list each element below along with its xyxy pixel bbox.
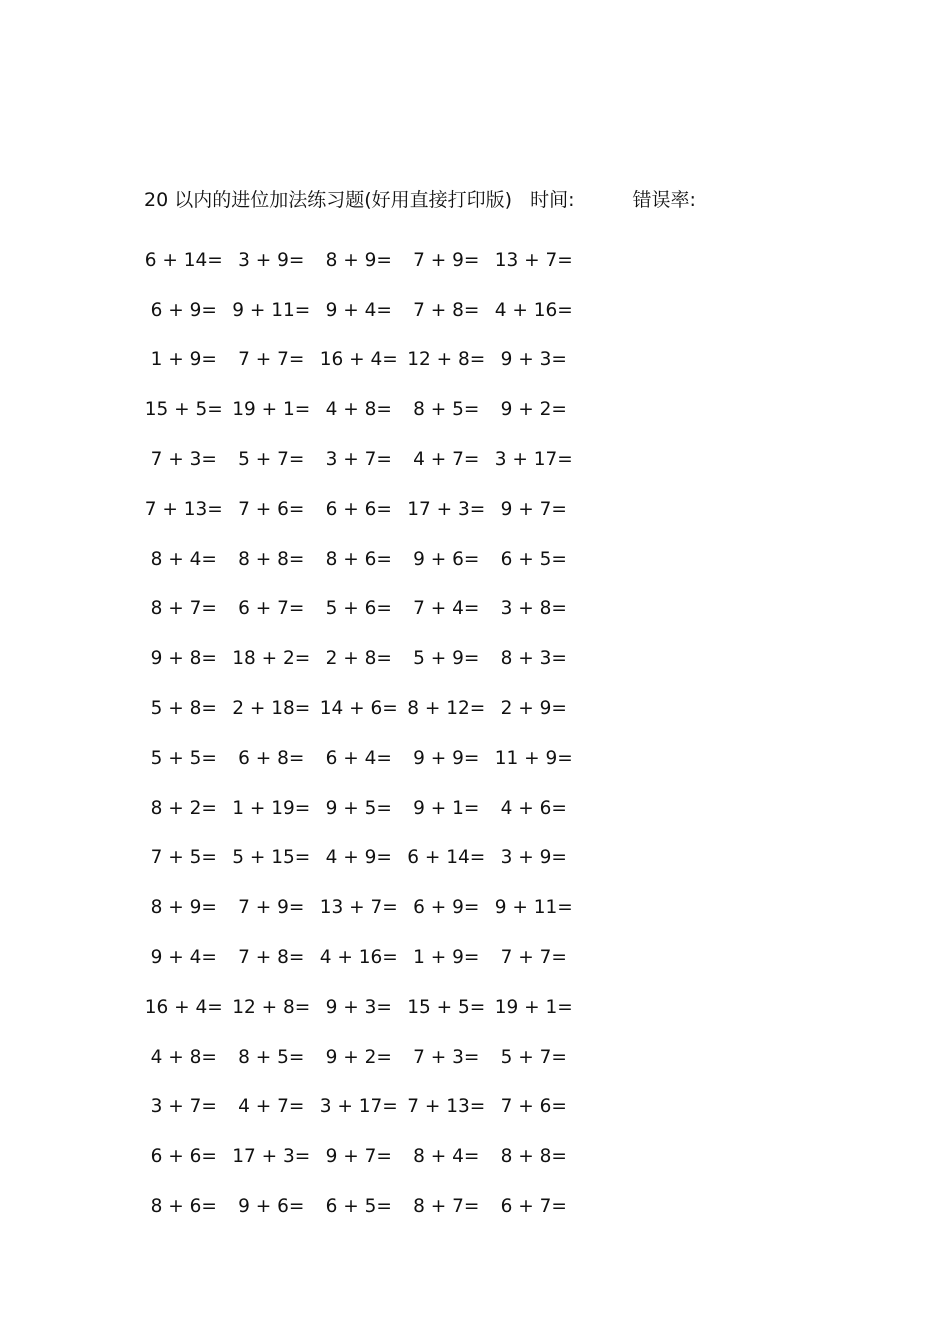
addition-problem: 2 + 9= xyxy=(500,698,567,720)
addition-problem: 8 + 6= xyxy=(150,1196,217,1218)
problem-row xyxy=(140,485,578,535)
addition-problem: 4 + 16= xyxy=(494,299,573,321)
addition-problem: 9 + 8= xyxy=(150,648,217,670)
problem-grid xyxy=(140,236,578,1232)
addition-problem: 6 + 6= xyxy=(325,498,392,520)
problem-row xyxy=(140,286,578,336)
addition-problem: 7 + 5= xyxy=(150,847,217,869)
problem-row xyxy=(140,336,578,386)
addition-problem: 15 + 5= xyxy=(407,996,486,1018)
addition-problem: 8 + 8= xyxy=(500,1146,567,1168)
addition-problem: 5 + 9= xyxy=(413,648,480,670)
worksheet-header xyxy=(144,186,696,214)
addition-problem: 7 + 7= xyxy=(500,947,567,969)
addition-problem: 3 + 9= xyxy=(238,249,305,271)
addition-problem: 6 + 5= xyxy=(325,1196,392,1218)
addition-problem: 9 + 4= xyxy=(325,299,392,321)
addition-problem: 3 + 9= xyxy=(500,847,567,869)
addition-problem: 1 + 9= xyxy=(150,349,217,371)
addition-problem: 11 + 9= xyxy=(494,747,573,769)
addition-problem: 7 + 13= xyxy=(407,1096,486,1118)
addition-problem: 7 + 9= xyxy=(238,897,305,919)
addition-problem: 15 + 5= xyxy=(144,399,223,421)
addition-problem: 7 + 9= xyxy=(413,249,480,271)
addition-problem: 7 + 8= xyxy=(413,299,480,321)
addition-problem: 18 + 2= xyxy=(232,648,311,670)
addition-problem: 7 + 3= xyxy=(413,1046,480,1068)
problem-row xyxy=(140,435,578,485)
addition-problem: 8 + 4= xyxy=(413,1146,480,1168)
addition-problem: 9 + 9= xyxy=(413,747,480,769)
addition-problem: 9 + 7= xyxy=(325,1146,392,1168)
addition-problem: 6 + 6= xyxy=(150,1146,217,1168)
addition-problem: 12 + 8= xyxy=(407,349,486,371)
addition-problem: 6 + 14= xyxy=(407,847,486,869)
problem-row xyxy=(140,1083,578,1133)
addition-problem: 5 + 5= xyxy=(150,747,217,769)
addition-problem: 4 + 16= xyxy=(319,947,398,969)
addition-problem: 12 + 8= xyxy=(232,996,311,1018)
addition-problem: 8 + 8= xyxy=(238,548,305,570)
addition-problem: 14 + 6= xyxy=(319,698,398,720)
addition-problem: 9 + 4= xyxy=(150,947,217,969)
addition-problem: 7 + 7= xyxy=(238,349,305,371)
addition-problem: 3 + 17= xyxy=(319,1096,398,1118)
addition-problem: 17 + 3= xyxy=(232,1146,311,1168)
error-rate-label: 错误率: xyxy=(632,189,696,211)
addition-problem: 4 + 6= xyxy=(500,797,567,819)
addition-problem: 3 + 7= xyxy=(325,449,392,471)
addition-problem: 5 + 7= xyxy=(238,449,305,471)
time-label: 时间: xyxy=(530,189,575,211)
problem-row xyxy=(140,784,578,834)
addition-problem: 6 + 8= xyxy=(238,747,305,769)
addition-problem: 8 + 3= xyxy=(500,648,567,670)
addition-problem: 8 + 7= xyxy=(150,598,217,620)
addition-problem: 8 + 5= xyxy=(413,399,480,421)
problem-row xyxy=(140,634,578,684)
addition-problem: 6 + 7= xyxy=(238,598,305,620)
addition-problem: 9 + 3= xyxy=(325,996,392,1018)
addition-problem: 13 + 7= xyxy=(494,249,573,271)
addition-problem: 8 + 9= xyxy=(150,897,217,919)
addition-problem: 8 + 5= xyxy=(238,1046,305,1068)
problem-row xyxy=(140,385,578,435)
addition-problem: 4 + 8= xyxy=(150,1046,217,1068)
addition-problem: 1 + 19= xyxy=(232,797,311,819)
problem-row xyxy=(140,834,578,884)
addition-problem: 9 + 5= xyxy=(325,797,392,819)
addition-problem: 4 + 9= xyxy=(325,847,392,869)
addition-problem: 8 + 9= xyxy=(325,249,392,271)
problem-row xyxy=(140,535,578,585)
addition-problem: 6 + 9= xyxy=(413,897,480,919)
addition-problem: 2 + 8= xyxy=(325,648,392,670)
addition-problem: 17 + 3= xyxy=(407,498,486,520)
addition-problem: 16 + 4= xyxy=(319,349,398,371)
worksheet-title: 20 以内的进位加法练习题(好用直接打印版) xyxy=(144,189,513,211)
addition-problem: 3 + 8= xyxy=(500,598,567,620)
addition-problem: 9 + 7= xyxy=(500,498,567,520)
addition-problem: 8 + 7= xyxy=(413,1196,480,1218)
addition-problem: 6 + 4= xyxy=(325,747,392,769)
problem-row xyxy=(140,1033,578,1083)
problem-row xyxy=(140,734,578,784)
problem-row xyxy=(140,1132,578,1182)
addition-problem: 7 + 6= xyxy=(500,1096,567,1118)
addition-problem: 13 + 7= xyxy=(319,897,398,919)
addition-problem: 8 + 4= xyxy=(150,548,217,570)
problem-row xyxy=(140,684,578,734)
problem-row xyxy=(140,883,578,933)
addition-problem: 7 + 8= xyxy=(238,947,305,969)
addition-problem: 8 + 6= xyxy=(325,548,392,570)
addition-problem: 9 + 2= xyxy=(500,399,567,421)
problem-row xyxy=(140,1182,578,1232)
addition-problem: 9 + 2= xyxy=(325,1046,392,1068)
addition-problem: 9 + 6= xyxy=(238,1196,305,1218)
addition-problem: 9 + 1= xyxy=(413,797,480,819)
problem-row xyxy=(140,236,578,286)
problem-row xyxy=(140,585,578,635)
addition-problem: 19 + 1= xyxy=(232,399,311,421)
addition-problem: 4 + 7= xyxy=(413,449,480,471)
addition-problem: 5 + 7= xyxy=(500,1046,567,1068)
addition-problem: 16 + 4= xyxy=(144,996,223,1018)
addition-problem: 9 + 11= xyxy=(232,299,311,321)
addition-problem: 6 + 7= xyxy=(500,1196,567,1218)
addition-problem: 5 + 6= xyxy=(325,598,392,620)
problem-row xyxy=(140,983,578,1033)
addition-problem: 9 + 11= xyxy=(494,897,573,919)
addition-problem: 19 + 1= xyxy=(494,996,573,1018)
addition-problem: 3 + 17= xyxy=(494,449,573,471)
addition-problem: 7 + 6= xyxy=(238,498,305,520)
addition-problem: 4 + 7= xyxy=(238,1096,305,1118)
addition-problem: 5 + 8= xyxy=(150,698,217,720)
addition-problem: 7 + 3= xyxy=(150,449,217,471)
addition-problem: 7 + 13= xyxy=(144,498,223,520)
addition-problem: 6 + 5= xyxy=(500,548,567,570)
addition-problem: 5 + 15= xyxy=(232,847,311,869)
addition-problem: 7 + 4= xyxy=(413,598,480,620)
addition-problem: 6 + 14= xyxy=(144,249,223,271)
addition-problem: 8 + 2= xyxy=(150,797,217,819)
addition-problem: 9 + 6= xyxy=(413,548,480,570)
addition-problem: 4 + 8= xyxy=(325,399,392,421)
addition-problem: 6 + 9= xyxy=(150,299,217,321)
addition-problem: 1 + 9= xyxy=(413,947,480,969)
addition-problem: 9 + 3= xyxy=(500,349,567,371)
problem-row xyxy=(140,933,578,983)
addition-problem: 8 + 12= xyxy=(407,698,486,720)
addition-problem: 2 + 18= xyxy=(232,698,311,720)
addition-problem: 3 + 7= xyxy=(150,1096,217,1118)
